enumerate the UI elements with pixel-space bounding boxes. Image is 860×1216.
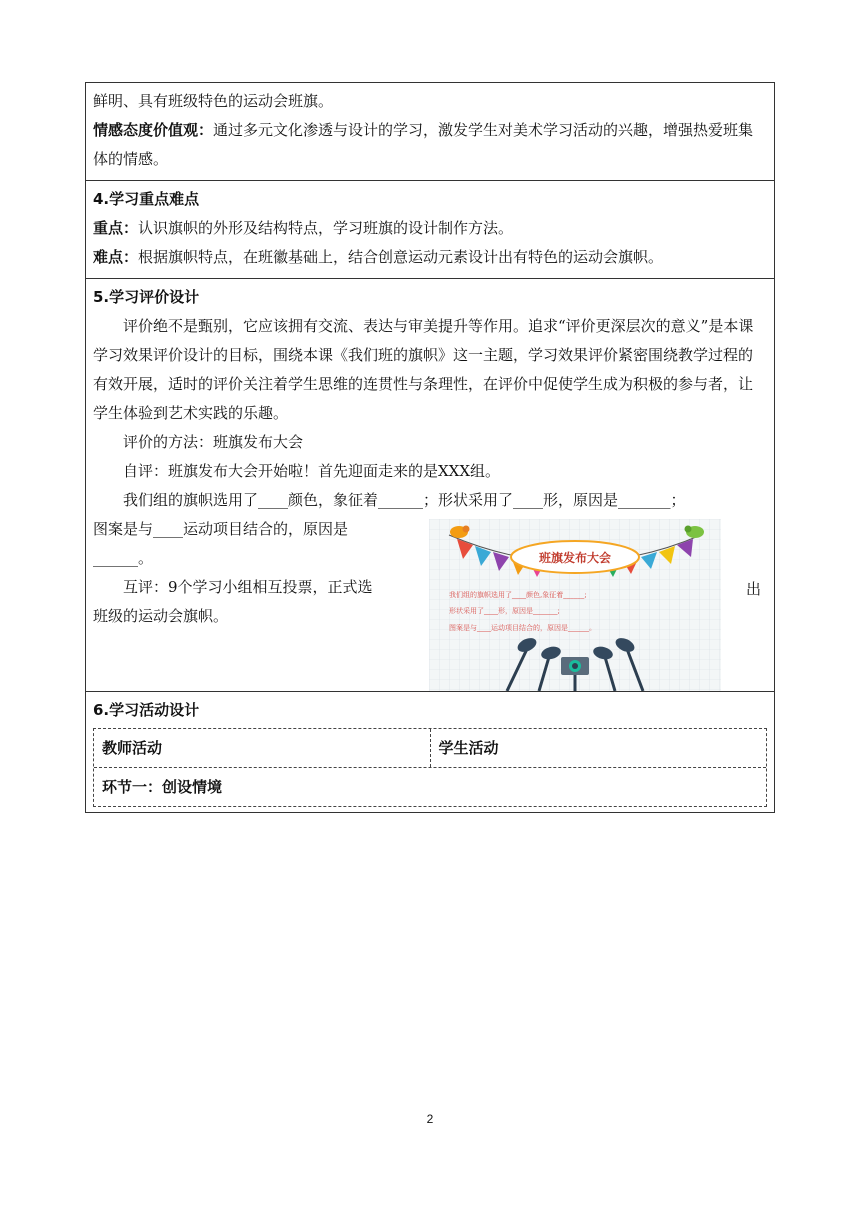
stage-1-title: 环节一：创设情境 <box>102 778 223 796</box>
section-4-title: 4.学习重点难点 <box>93 190 200 208</box>
table-row <box>94 729 766 768</box>
peer-eval: 互评：9个学习小组相互投票，正式选 <box>123 578 373 596</box>
section-evaluation <box>86 279 774 692</box>
document-table <box>85 82 775 813</box>
pattern-line: 图案是与____运动项目结合的，原因是 <box>93 520 349 538</box>
table-row <box>94 768 766 806</box>
section-6-title: 6.学习活动设计 <box>93 701 200 719</box>
image-line-1: 我们组的旗帜选用了____颜色,象征着______; <box>449 591 587 599</box>
section-key-points <box>86 181 774 279</box>
values-paragraph <box>93 116 767 174</box>
pattern-line-end: ______。 <box>93 549 154 567</box>
eval-method: 评价的方法：班旗发布大会 <box>123 433 304 451</box>
self-eval-template: 我们组的旗帜选用了____颜色，象征着______；形状采用了____形，原因是_______； <box>123 491 686 509</box>
eval-paragraph-1: 评价绝不是甄别，它应该拥有交流、表达与审美提升等作用。追求“评价更深层次的意义”是本课学习效果评价设计的目标，围绕本课《我们班的旗帜》这一主题，学习效果评价紧密围绕教学过程的有效开展，适时的评价关注着学生思维的连贯性与条理性，在评价中促使学生成为积极的参与者，让学生体验到艺术实践的乐趣。 <box>93 317 754 422</box>
key-label: 重点： <box>93 219 139 237</box>
key-point <box>93 214 767 243</box>
student-activity-header: 学生活动 <box>430 729 767 767</box>
key-text: 认识旗帜的外形及结构特点，学习班旗的设计制作方法。 <box>138 219 514 237</box>
difficult-point <box>93 243 767 272</box>
teacher-activity-header: 教师活动 <box>102 739 163 757</box>
values-label: 情感态度价值观： <box>93 121 214 139</box>
flag-release-meeting-image <box>429 519 721 691</box>
image-text-block <box>93 515 767 685</box>
banner-title: 班旗发布大会 <box>538 551 612 565</box>
difficult-label: 难点： <box>93 248 139 266</box>
self-eval: 自评：班旗发布大会开始啦！首先迎面走来的是XXX组。 <box>123 462 501 480</box>
activity-table <box>93 728 767 807</box>
banner-cloud <box>511 541 639 573</box>
section-5-title: 5.学习评价设计 <box>93 288 200 306</box>
values-text: 通过多元文化渗透与设计的学习，激发学生对美术学习活动的兴趣，增强热爱班集体的情感。 <box>93 121 754 168</box>
section-values <box>86 83 774 181</box>
image-line-2: 形状采用了____形，原因是_______; <box>449 607 560 615</box>
page-number: 2 <box>426 1112 434 1126</box>
peer-eval-end: 班级的运动会旗帜。 <box>93 607 229 625</box>
section-activities <box>86 692 774 812</box>
camera-icon <box>561 657 589 675</box>
continued-text: 鲜明、具有班级特色的运动会班旗。 <box>93 92 334 110</box>
left-text-column <box>93 515 413 631</box>
difficult-text: 根据旗帜特点，在班徽基础上，结合创意运动元素设计出有特色的运动会旗帜。 <box>138 248 664 266</box>
peer-eval-wrap-char: 出 <box>745 580 761 598</box>
image-line-3: 图案是与____运动项目结合的，原因是______。 <box>449 624 596 632</box>
